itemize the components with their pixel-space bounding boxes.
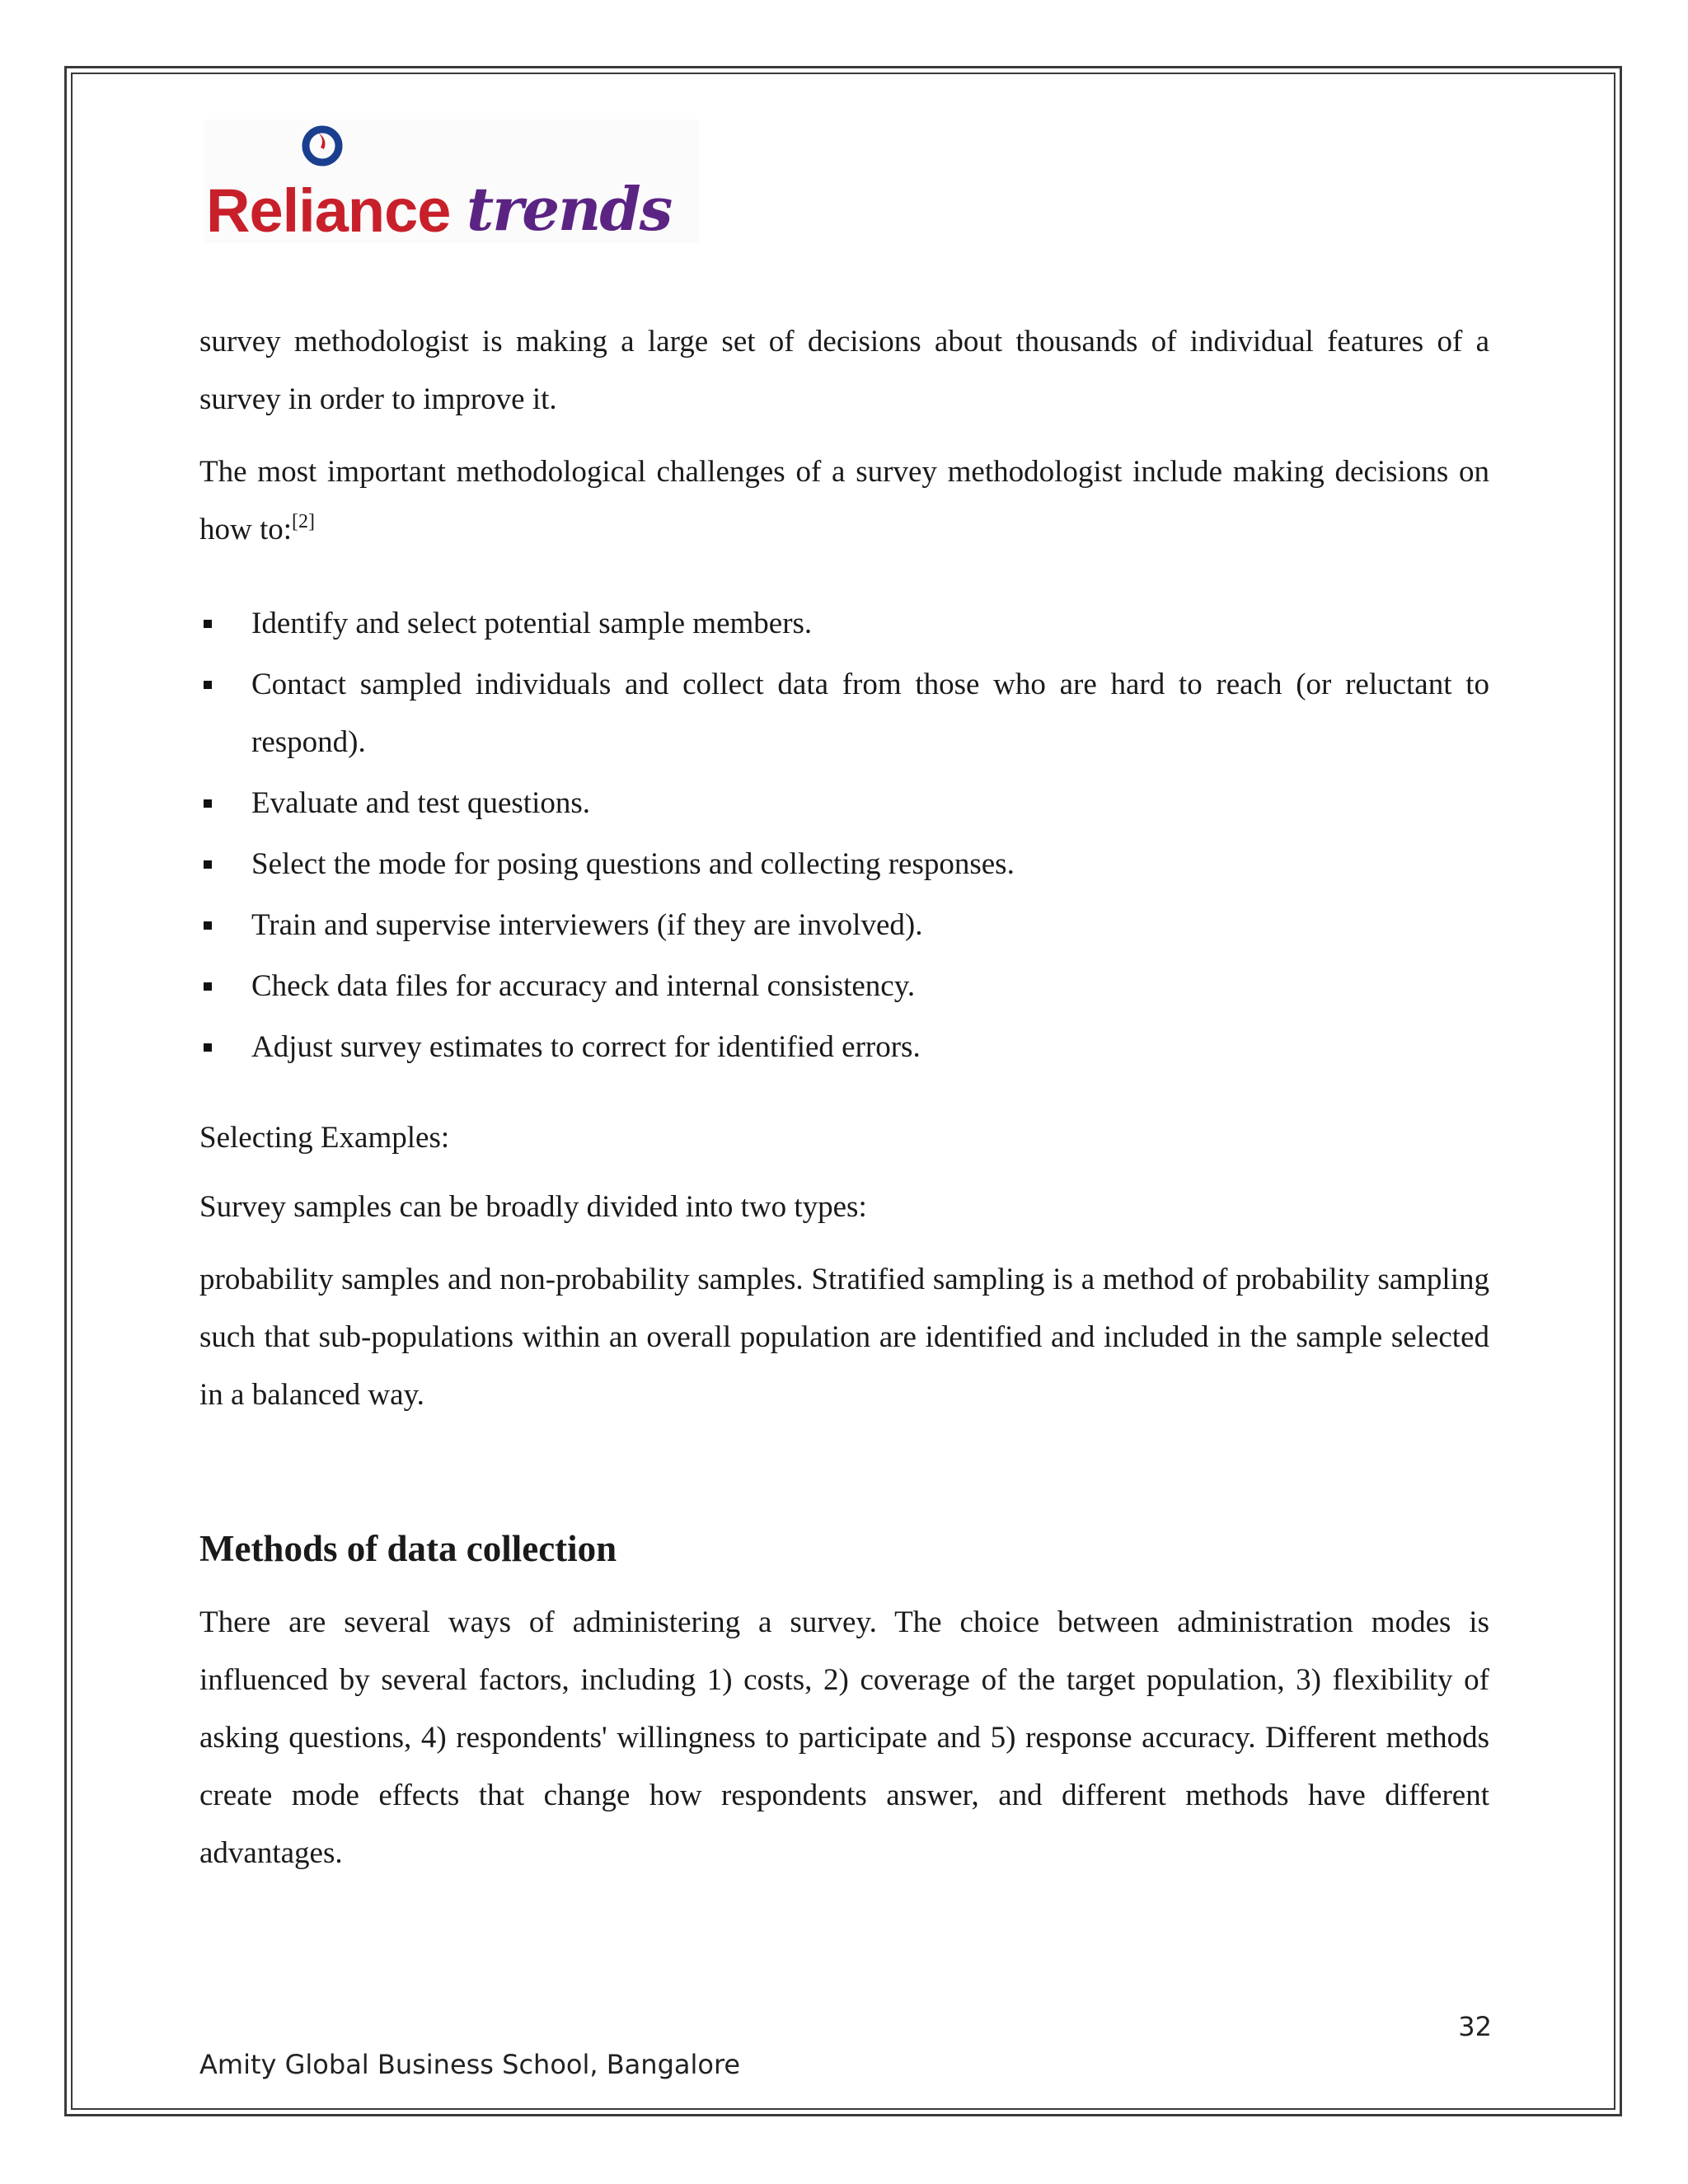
challenges-text: The most important methodological challenges of a survey methodologist include making decisions on how to:	[199, 455, 1489, 546]
list-item	[199, 1019, 1489, 1076]
list-item-text: Identify and select potential sample members.	[251, 607, 813, 640]
reliance-trends-logo	[204, 120, 699, 243]
bullet-square-icon	[204, 860, 212, 869]
logo-sub-text: trends	[467, 174, 672, 243]
page-number: 32	[1458, 2011, 1492, 2042]
logo-graphic	[204, 120, 699, 243]
list-item	[199, 897, 1489, 954]
document-body	[199, 313, 1489, 1882]
list-item-text: Check data files for accuracy and internal consistency.	[251, 969, 916, 1003]
paragraph-sampling: probability samples and non-probability samples. Stratified sampling is a method of probability sampling such that sub-populations within an overall population are identified and included in the sample selected in a balanced way.	[199, 1263, 1489, 1412]
list-item	[199, 656, 1489, 771]
list-item-text: Select the mode for posing questions and collecting responses.	[251, 847, 1015, 881]
list-item-text: Contact sampled individuals and collect data from those who are hard to reach (or reluctant to respond).	[251, 668, 1489, 759]
list-item-text: Train and supervise interviewers (if they are involved).	[251, 908, 923, 942]
list-item	[199, 595, 1489, 653]
list-item	[199, 958, 1489, 1015]
section-heading-data-collection: Methods of data collection	[199, 1528, 617, 1569]
selecting-examples-label: Selecting Examples:	[199, 1121, 450, 1155]
list-item	[199, 775, 1489, 832]
paragraph-challenges	[199, 443, 1489, 559]
flame-icon	[318, 133, 325, 149]
bullet-square-icon	[204, 681, 212, 689]
bullet-square-icon	[204, 982, 212, 991]
paragraph-administration-modes: There are several ways of administering a survey. The choice between administration modes is influenced by several factors, including 1) costs, 2) coverage of the target population, 3) flexibility of asking questions, 4) respondents' willingness to participate and 5) response accuracy. Different methods create mode effects that change how respondents answer, and different methods have different advantages.	[199, 1605, 1489, 1870]
logo-brand-text: Reliance	[206, 176, 451, 243]
list-item-text: Adjust survey estimates to correct for identified errors.	[251, 1030, 921, 1064]
list-item-text: Evaluate and test questions.	[251, 786, 591, 820]
bullet-square-icon	[204, 799, 212, 808]
bullet-square-icon	[204, 1043, 212, 1052]
paragraph-methodologist: survey methodologist is making a large set of decisions about thousands of individual features of a survey in order to improve it.	[199, 325, 1489, 416]
survey-types-line: Survey samples can be broadly divided into two types:	[199, 1190, 867, 1224]
challenges-list	[199, 595, 1489, 1076]
list-item	[199, 836, 1489, 893]
bullet-square-icon	[204, 921, 212, 930]
citation-ref: [2]	[292, 511, 316, 532]
bullet-square-icon	[204, 620, 212, 628]
footer-institution: Amity Global Business School, Bangalore	[199, 2049, 741, 2080]
